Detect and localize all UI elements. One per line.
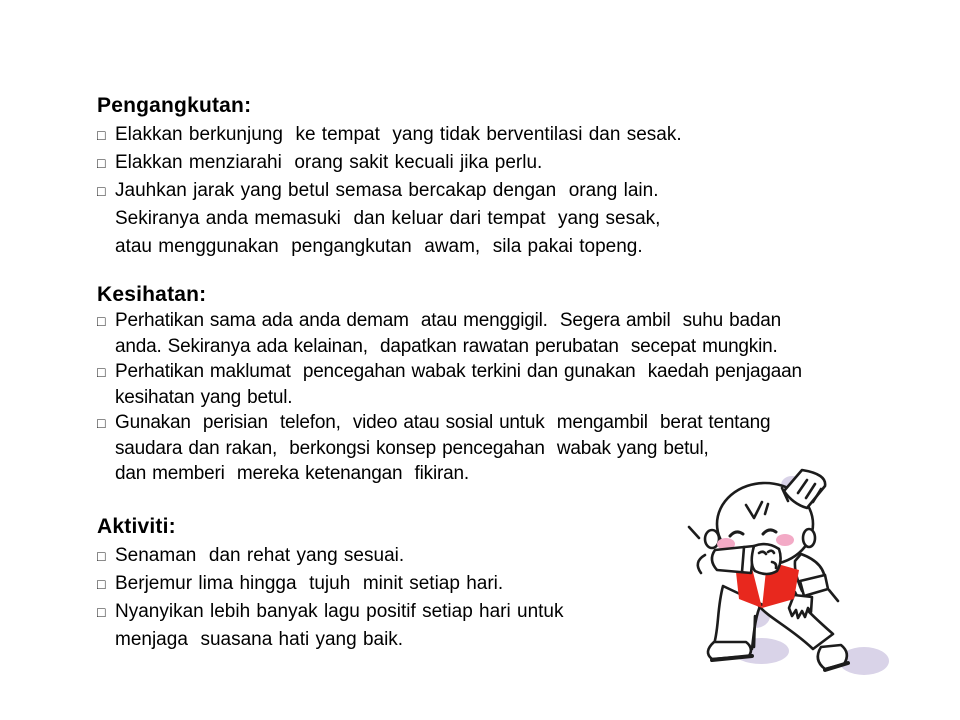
square-bullet-icon: □ [97, 364, 106, 380]
bullet-item-text: Elakkan menziarahi orang sakit kecuali jika perlu. [115, 152, 543, 173]
bullet-item-text: anda. Sekiranya ada kelainan, dapatkan rawatan perubatan secepat mungkin. [115, 336, 778, 357]
child-kungfu-pose-drawing [655, 458, 905, 693]
bullet-item-text: Sekiranya anda memasuki dan keluar dari tempat yang sesak, [115, 208, 661, 229]
bullet-item [97, 121, 682, 149]
bullet-item-continuation [97, 626, 564, 654]
bullet-item-text: atau menggunakan pengangkutan awam, sila pakai topeng. [115, 236, 643, 257]
bullet-item-continuation [97, 205, 682, 233]
child-mascot-illustration [655, 458, 905, 693]
section-heading: Pengangkutan: [97, 94, 252, 117]
section-pengangkutan [97, 91, 682, 261]
bullet-item [97, 359, 802, 385]
bullet-item-text: Senaman dan rehat yang sesuai. [115, 545, 405, 566]
section-aktiviti [97, 512, 564, 654]
bullet-item [97, 410, 802, 436]
bullet-item-text: Gunakan perisian telefon, video atau sosial untuk mengambil berat tentang [115, 412, 771, 433]
section-kesihatan [97, 281, 802, 486]
square-bullet-icon: □ [97, 548, 106, 564]
section-heading: Kesihatan: [97, 283, 207, 306]
bullet-item [97, 149, 682, 177]
bullet-item-continuation [97, 334, 802, 359]
bullet-item-text: Perhatikan sama ada anda demam atau menggigil. Segera ambil suhu badan [115, 310, 781, 331]
bullet-item-continuation [97, 385, 802, 410]
square-bullet-icon: □ [97, 183, 106, 199]
square-bullet-icon: □ [97, 313, 106, 329]
bullet-item-text: Elakkan berkunjung ke tempat yang tidak berventilasi dan sesak. [115, 124, 682, 145]
bullet-item-text: Jauhkan jarak yang betul semasa bercakap dengan orang lain. [115, 180, 659, 201]
bullet-item [97, 570, 564, 598]
square-bullet-icon: □ [97, 155, 106, 171]
bullet-item [97, 542, 564, 570]
square-bullet-icon: □ [97, 415, 106, 431]
bullet-item-text: Nyanyikan lebih banyak lagu positif setiap hari untuk [115, 601, 564, 622]
bullet-item-text: saudara dan rakan, berkongsi konsep pencegahan wabak yang betul, [115, 438, 709, 459]
bullet-item [97, 177, 682, 205]
bullet-item-text: menjaga suasana hati yang baik. [115, 629, 404, 650]
square-bullet-icon: □ [97, 576, 106, 592]
section-heading: Aktiviti: [97, 515, 176, 538]
bullet-item-text: dan memberi mereka ketenangan fikiran. [115, 463, 469, 484]
bullet-item-text: kesihatan yang betul. [115, 387, 293, 408]
bullet-item-text: Berjemur lima hingga tujuh minit setiap hari. [115, 573, 504, 594]
bullet-item [97, 308, 802, 334]
bullet-item [97, 598, 564, 626]
square-bullet-icon: □ [97, 604, 106, 620]
bullet-item-continuation [97, 233, 682, 261]
square-bullet-icon: □ [97, 127, 106, 143]
bullet-item-text: Perhatikan maklumat pencegahan wabak terkini dan gunakan kaedah penjagaan [115, 361, 802, 382]
